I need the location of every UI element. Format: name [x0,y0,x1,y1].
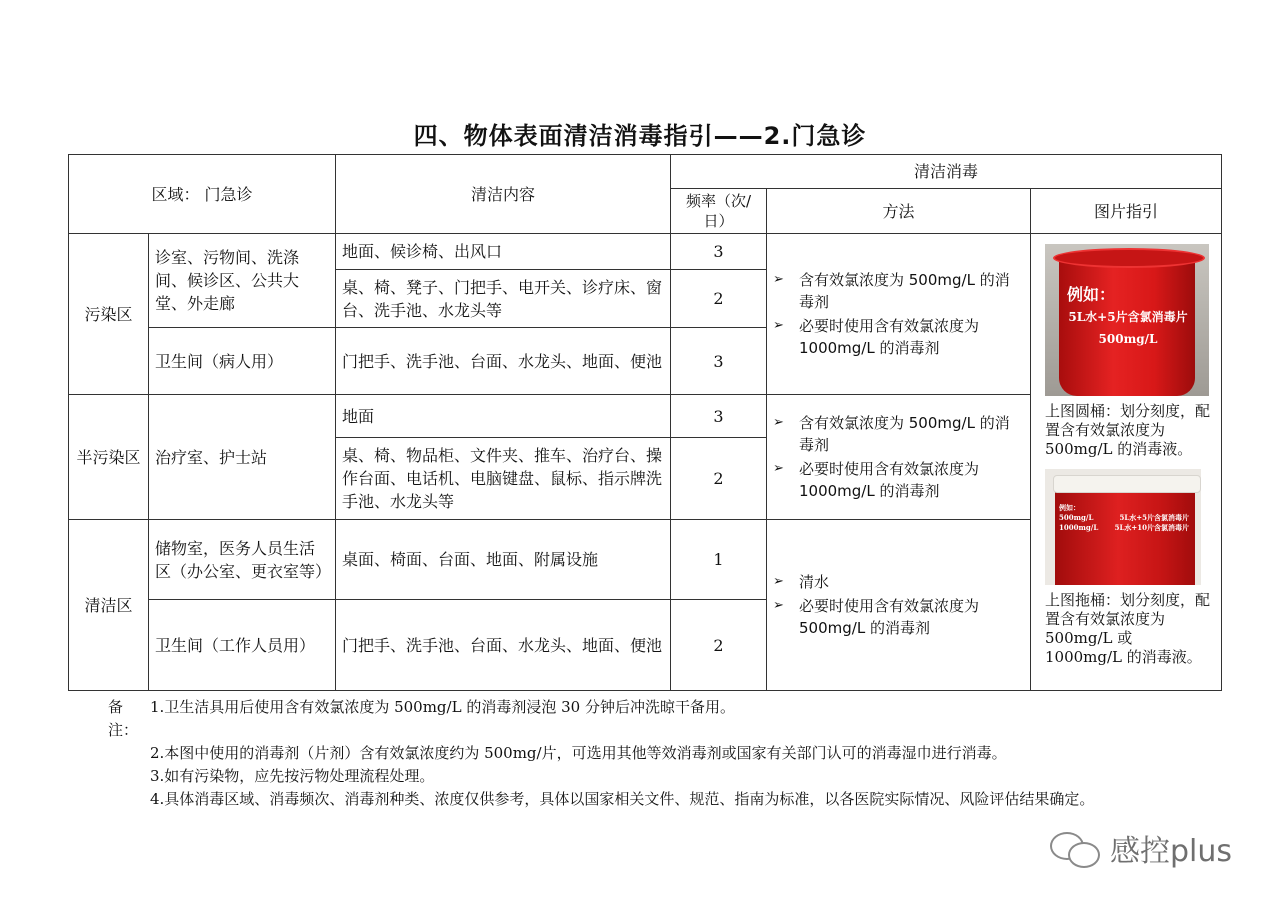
method-item: ➢ 必要时使用含有效氯浓度为 1000mg/L 的消毒剂 [773,460,980,500]
watermark-text: 感控plus [1110,834,1233,869]
zone-contaminated: 污染区 [69,234,149,395]
header-clean-disinfect: 清洁消毒 [671,155,1222,189]
cell-content: 地面、候诊椅、出风口 [336,234,671,270]
zone-clean: 清洁区 [69,520,149,691]
cell-content: 桌、椅、物品柜、文件夹、推车、治疗台、操作台面、电话机、电脑键盘、鼠标、指示牌洗手池、水龙头等 [336,438,671,520]
cell-frequency: 3 [671,328,767,395]
zone-contaminated-sub2: 卫生间（病人用） [149,328,336,395]
cell-frequency: 1 [671,520,767,600]
cell-frequency: 2 [671,600,767,691]
zone-semi-sub: 治疗室、护士站 [149,395,336,520]
arrow-bullet-icon: ➢ [773,415,784,430]
cell-frequency: 2 [671,438,767,520]
page-title: 四、物体表面清洁消毒指引——2.门急诊 [413,122,867,150]
cell-frequency: 2 [671,270,767,328]
cell-content: 门把手、洗手池、台面、水龙头、地面、便池 [336,328,671,395]
arrow-bullet-icon: ➢ [773,272,784,287]
zone-contaminated-sub1: 诊室、污物间、洗涤间、候诊区、公共大堂、外走廊 [149,234,336,328]
mop-bucket-image: 例如： 500mg/L 5L水+5片含氯消毒片 1000mg/L 5L水+10片含氯消毒片 [1045,469,1201,585]
note-item: 2.本图中使用的消毒剂（片剂）含有效氯浓度约为 500mg/片，可选用其他等效消毒剂或国家有关部门认可的消毒湿巾进行消毒。 [150,744,1007,762]
method-item: ➢ 必要时使用含有效氯浓度为 500mg/L 的消毒剂 [773,597,980,637]
watermark [1050,826,1232,870]
header-method: 方法 [767,189,1031,234]
disinfection-table [68,154,1222,691]
arrow-bullet-icon: ➢ [773,598,784,613]
wechat-icon [1050,828,1102,868]
method-item: ➢ 含有效氯浓度为 500mg/L 的消毒剂 [773,271,1010,311]
cell-content: 桌面、椅面、台面、地面、附属设施 [336,520,671,600]
note-item: 3.如有污染物，应先按污物处理流程处理。 [150,767,435,785]
cell-content: 地面 [336,395,671,438]
cell-frequency: 3 [671,234,767,270]
arrow-bullet-icon: ➢ [773,318,784,333]
note-item: 1.卫生洁具用后使用含有效氯浓度为 500mg/L 的消毒剂浸泡 30 分钟后冲洗晾干备用。 [150,698,735,716]
cell-method [767,234,1031,395]
cell-method [767,395,1031,520]
arrow-bullet-icon: ➢ [773,574,784,589]
header-image-guide: 图片指引 [1031,189,1222,234]
image-guide-cell [1031,234,1222,691]
notes-label: 备注： [108,698,139,739]
arrow-bullet-icon: ➢ [773,461,784,476]
round-bucket-image: 例如： 5L水+5片含氯消毒片 500mg/L [1045,244,1209,396]
cell-content: 桌、椅、凳子、门把手、电开关、诊疗床、窗台、洗手池、水龙头等 [336,270,671,328]
note-item: 4.具体消毒区域、消毒频次、消毒剂种类、浓度仅供参考，具体以国家相关文件、规范、指南为标准，以各医院实际情况、风险评估结果确定。 [150,790,1095,808]
header-content: 清洁内容 [336,155,671,234]
method-item: ➢ 含有效氯浓度为 500mg/L 的消毒剂 [773,414,1010,454]
zone-clean-sub2: 卫生间（工作人员用） [149,600,336,691]
method-item: ➢ 清水 [773,573,830,591]
notes [108,696,1094,811]
header-frequency: 频率（次/日） [671,189,767,234]
caption-round-bucket: 上图圆桶：划分刻度，配置含有效氯浓度为 500mg/L 的消毒液。 [1045,402,1211,458]
header-area: 区域： 门急诊 [69,155,336,234]
cell-frequency: 3 [671,395,767,438]
cell-content: 门把手、洗手池、台面、水龙头、地面、便池 [336,600,671,691]
zone-clean-sub1: 储物室，医务人员生活区（办公室、更衣室等） [149,520,336,600]
caption-mop-bucket: 上图拖桶：划分刻度，配置含有效氯浓度为 500mg/L 或 1000mg/L 的消毒液。 [1045,591,1211,666]
method-item: ➢ 必要时使用含有效氯浓度为 1000mg/L 的消毒剂 [773,317,980,357]
zone-semi: 半污染区 [69,395,149,520]
cell-method [767,520,1031,691]
